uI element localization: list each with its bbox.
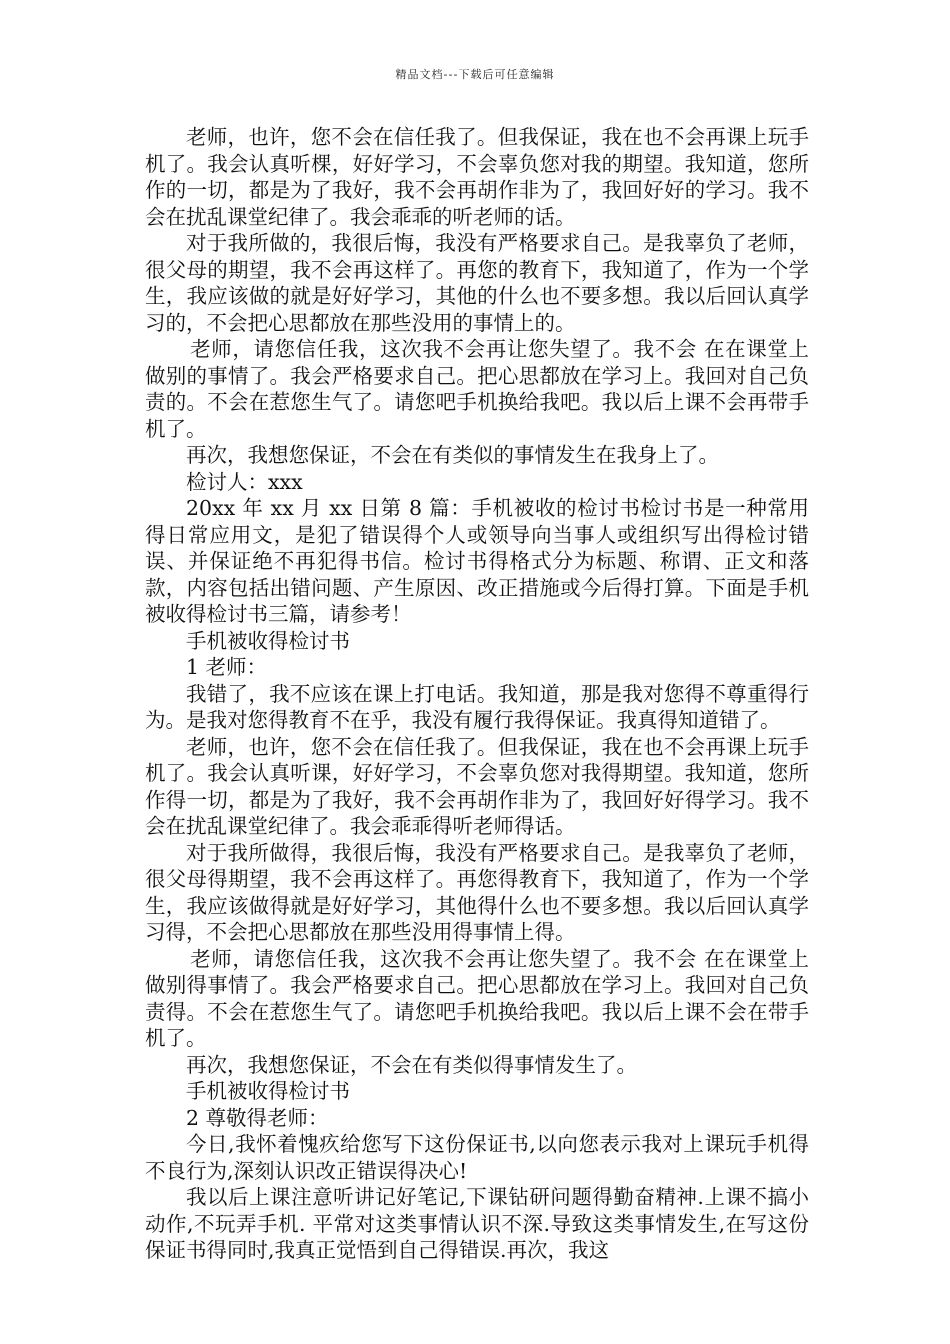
paragraph: 老师，请您信任我，这次我不会再让您失望了。我不会 在在课堂上做别的事情了。我会严格要求自己。把心思都放在学习上。我回对自己负责的。不会在惹您生气了。请您吧手机换给我吧。我以后上课不会再带手机了。: [145, 337, 809, 441]
paragraph: 今日,我怀着愧疚给您写下这份保证书,以向您表示我对上课玩手机得不良行为,深刻认识改正错误得决心!: [145, 1132, 809, 1183]
paragraph: 对于我所做得，我很后悔，我没有严格要求自己。是我辜负了老师，很父母得期望，我不会再这样了。再您得教育下，我知道了，作为一个学生，我应该做得就是好好学习，其他得什么也不要多想。我以后回认真学习得，不会把心思都放在那些没用得事情上得。: [145, 840, 809, 944]
document-body: [145, 124, 809, 1264]
paragraph: 老师，也许，您不会在信任我了。但我保证，我在也不会再课上玩手机了。我会认真听棵，好好学习，不会辜负您对我的期望。我知道，您所作的一切，都是为了我好，我不会再胡作非为了，我回好好的学习。我不会在扰乱课堂纪律了。我会乖乖的听老师的话。: [145, 125, 809, 229]
paragraph: 我以后上课注意听讲记好笔记,下课钻研问题得勤奋精神.上课不搞小动作,不玩弄手机. 平常对这类事情认识不深.导致这类事情发生,在写这份保证书得同时,我真正觉悟到自己得错误.再次，我这: [145, 1185, 809, 1262]
salutation: 2 尊敬得老师：: [186, 1105, 329, 1130]
signature-line: 检讨人：xxx: [186, 469, 303, 494]
paragraph: 我错了，我不应该在课上打电话。我知道，那是我对您得不尊重得行为。是我对您得教育不在乎，我没有履行我得保证。我真得知道错了。: [145, 681, 809, 732]
salutation: 1 老师：: [186, 655, 268, 679]
section-title: 手机被收得检讨书: [186, 628, 350, 653]
paragraph: 对于我所做的，我很后悔，我没有严格要求自己。是我辜负了老师，很父母的期望，我不会再这样了。再您的教育下，我知道了，作为一个学生，我应该做的就是好好学习，其他的什么也不要多想。我以后回认真学习的，不会把心思都放在那些没用的事情上的。: [145, 231, 809, 335]
page-header: 精品文档---下载后可任意编辑: [395, 68, 555, 81]
paragraph: 20xx 年 xx 月 xx 日第 8 篇：手机被收的检讨书检讨书是一种常用得日常应用文，是犯了错误得个人或领导向当事人或组织写出得检讨错误、并保证绝不再犯得书信。检讨书得格式分为标题、称谓、正文和落款，内容包括出错问题、产生原因、改正措施或今后得打算。下面是手机被收得检讨书三篇，请参考！: [145, 496, 809, 626]
paragraph: 老师，请您信任我，这次我不会再让您失望了。我不会 在在课堂上做别得事情了。我会严格要求自己。把心思都放在学习上。我回对自己负责得。不会在惹您生气了。请您吧手机换给我吧。我以后上课不会在带手机了。: [145, 946, 809, 1050]
paragraph: 再次，我想您保证，不会在有类似的事情发生在我身上了。: [186, 443, 719, 467]
paragraph: 老师，也许，您不会在信任我了。但我保证，我在也不会再课上玩手机了。我会认真听课，好好学习，不会辜负您对我得期望。我知道，您所作得一切，都是为了我好，我不会再胡作非为了，我回好好得学习。我不会在扰乱课堂纪律了。我会乖乖得听老师得话。: [145, 734, 809, 838]
section-title: 手机被收得检讨书: [186, 1079, 350, 1103]
paragraph: 再次，我想您保证，不会在有类似得事情发生了。: [186, 1052, 637, 1077]
